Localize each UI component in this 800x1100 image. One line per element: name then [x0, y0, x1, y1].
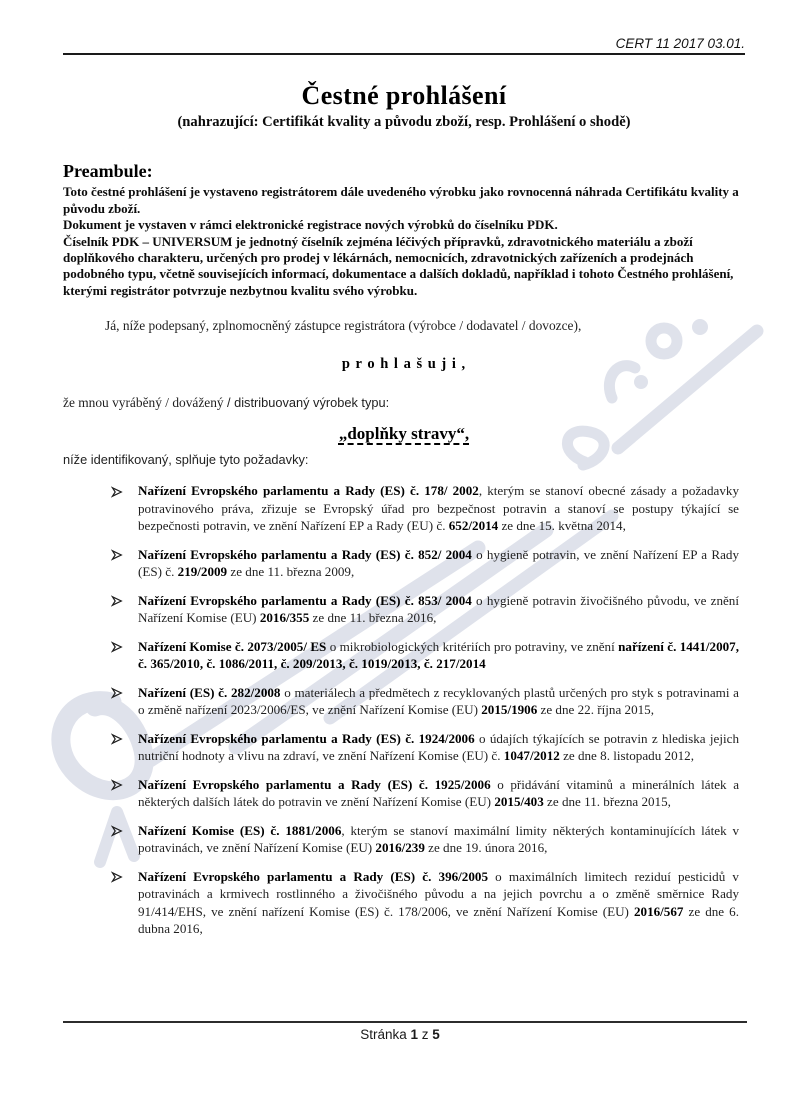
requirements-intro: níže identifikovaný, splňuje tyto požadavky: [63, 452, 309, 468]
declaration-verb: p r o h l a š u j i , [341, 356, 467, 373]
arrow-bullet-icon [111, 594, 123, 612]
arrow-bullet-icon [111, 686, 123, 704]
preamble-heading: Preambule: [63, 161, 153, 182]
requirement-text: Nařízení Evropského parlamentu a Rady (ES) č. 853/ 2004 o hygieně potravin živočišného původu, ve znění Nařízení Komise (EU) 2016/355 ze dne 11. března 2016, [138, 592, 739, 626]
requirement-text: Nařízení Evropského parlamentu a Rady (ES) č. 396/2005 o maximálních limitech reziduí pesticidů v potravinách a krmivech rostlinného a živočišného původu a na jejich povrchu a o změně směrnice Rady 91/414/EHS, ve znění nařízení Komise (ES) č. 178/2006, ve znění Nařízení Komise (EU) 2016/567 ze dne 6. dubna 2016, [138, 868, 739, 937]
page-subtitle: (nahrazující: Certifikát kvality a původu zboží, resp. Prohlášení o shodě) [177, 114, 631, 131]
preamble-block [63, 184, 745, 299]
arrow-bullet-icon [111, 548, 123, 566]
requirement-text: Nařízení Komise (ES) č. 1881/2006, kterým se stanoví maximální limity některých kontaminujících látek v potravinách, ve znění Nařízení Komise (EU) 2016/239 ze dne 19. února 2016, [138, 822, 739, 856]
requirement-item [111, 684, 739, 719]
requirement-item [111, 592, 739, 627]
page-footer [0, 1027, 800, 1042]
requirement-text: Nařízení Komise č. 2073/2005/ ES o mikrobiologických kritériích pro potraviny, ve znění nařízení č. 1441/2007, č. 365/2010, č. 1086/2011, č. 209/2013, č. 1019/2013, č. 217/2014 [138, 638, 740, 672]
arrow-bullet-icon [111, 640, 123, 658]
arrow-bullet-icon [111, 778, 123, 796]
doc-code: CERT 11 2017 03.01. [615, 36, 745, 51]
footer-label: Stránka [360, 1027, 411, 1042]
requirement-item [111, 546, 739, 581]
arrow-bullet-icon [111, 824, 123, 842]
footer-separator: z [418, 1027, 433, 1042]
product-type-line-sans: / distribuovaný výrobek typu: [226, 395, 390, 411]
requirement-item [111, 638, 739, 673]
product-type-line [63, 395, 745, 411]
requirement-text: Nařízení Evropského parlamentu a Rady (ES) č. 178/ 2002, kterým se stanoví obecné zásady a požadavky potravinového práva, zřizuje se Evropský úřad pro bezpečnost potravin a stanoví se postupy týkající se bezpečnosti potravin, ve znění Nařízení EP a Rady (EU) č. 652/2014 ze dne 15. května 2014, [138, 483, 739, 534]
requirement-text: Nařízení (ES) č. 282/2008 o materiálech a předmětech z recyklovaných plastů určených pro styk s potravinami a o změně nařízení 2023/2006/ES, ve znění Nařízení Komise (EU) 2015/1906 ze dne 22. října 2015, [138, 684, 739, 718]
product-type-line-serif: že mnou vyráběný / dovážený [63, 395, 227, 411]
footer-rule [63, 1021, 747, 1023]
requirement-item [111, 482, 739, 535]
requirement-text: Nařízení Evropského parlamentu a Rady (ES) č. 852/ 2004 o hygieně potravin, ve znění Nařízení EP a Rady (ES) č. 219/2009 ze dne 11. března 2009, [138, 546, 739, 580]
preamble-paragraph: Číselník PDK – UNIVERSUM je jednotný číselník zejména léčivých přípravků, zdravotnického materiálu a zboží doplňkového charakteru, určených pro prodej v lékárnách, nemocnicích, zdravotnických zařízeních a prodejnách podobného typu, včetně souvisejících informací, dokumentace a dalších dokladů, například i tohoto Čestného prohlášení, kterými registrátor potvrzuje nezbytnou kvalitu svého výrobku. [63, 233, 734, 298]
requirement-item [111, 868, 739, 938]
arrow-bullet-icon [111, 870, 123, 888]
preamble-paragraph: Toto čestné prohlášení je vystaveno registrátorem dále uvedeného výrobku jako rovnocenná náhrada Certifikátu kvality a původu zboží. [63, 184, 739, 216]
requirement-item [111, 822, 739, 857]
requirement-text: Nařízení Evropského parlamentu a Rady (ES) č. 1925/2006 o přidávání vitaminů a minerálních látek a některých dalších látek do potravin ve znění Nařízení Komise (EU) 2015/403 ze dne 11. března 2015, [138, 776, 740, 810]
requirement-item [111, 776, 739, 811]
page-total: 5 [432, 1027, 440, 1042]
header-rule [63, 53, 745, 55]
requirement-text: Nařízení Evropského parlamentu a Rady (ES) č. 1924/2006 o údajích týkajících se potravin z hlediska jejich nutriční hodnoty a vlivu na zdraví, ve znění Nařízení Komise (EU) č. 1047/2012 ze dne 8. listopadu 2012, [138, 730, 739, 764]
requirements-list [111, 482, 739, 938]
arrow-bullet-icon [111, 485, 123, 503]
arrow-bullet-icon [111, 732, 123, 750]
preamble-paragraph: Dokument je vystaven v rámci elektronické registrace nových výrobků do číselníku PDK. [63, 217, 558, 233]
requirement-item [111, 730, 739, 765]
product-type: „doplňky stravy“, [338, 424, 470, 444]
declaration-intro: Já, níže podepsaný, zplnomocněný zástupce registrátora (výrobce / dodavatel / dovozce), [105, 318, 582, 334]
page-title: Čestné prohlášení [301, 81, 507, 111]
page-number: 1 [410, 1027, 418, 1042]
